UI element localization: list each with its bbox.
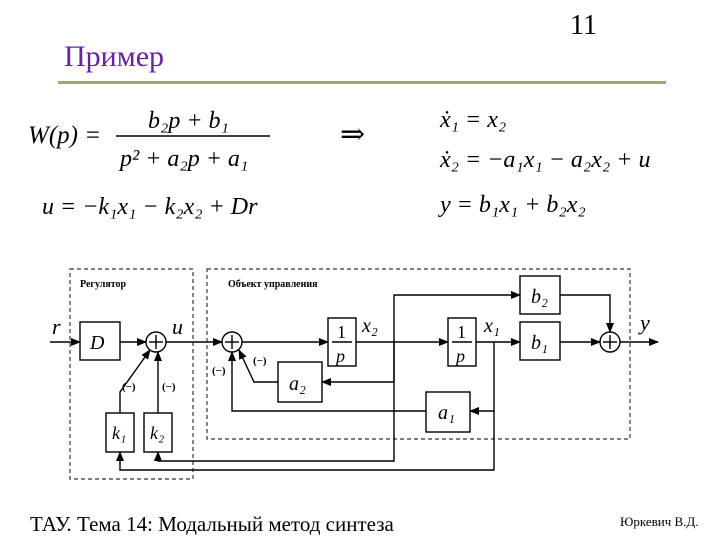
footer-course: ТАУ. Тема 14: Модальный метод синтеза [30,512,394,536]
plant-label: Объект управления [228,279,318,290]
block-k1-label: k₁ [112,423,127,443]
footer-author: Юркевич В.Д. [620,514,699,529]
block-b1-label: b₁ [531,332,548,354]
signal-x2: x₂ [362,315,378,337]
state-equation-2: ẋ₂ = −a₁x₁ − a₂x₂ + u [440,147,651,173]
signal-u: u [172,314,183,339]
integrator-2-denominator: p [456,346,465,366]
block-a2-label: a₂ [289,373,306,395]
slide-number: 11 [570,10,597,41]
signal-x1: x₁ [484,315,500,337]
block-a1-label: a₁ [438,402,455,424]
transfer-function-denominator: p² + a₂p + a₁ [120,146,249,172]
integrator-1-denominator: p [336,346,345,366]
signal-r: r [52,314,61,339]
sign-minus-a1: (−) [212,365,226,377]
transfer-function-numerator: b₂p + b₁ [148,108,229,134]
state-equation-1: ẋ₁ = x₂ [440,107,507,133]
block-D-label: D [90,332,105,354]
slide-title: Пример [64,40,165,73]
regulator-boundary [70,269,193,479]
block-b2-label: b₂ [531,286,548,308]
sign-minus-k2: (−) [162,381,176,393]
sign-minus-k1: (−) [122,381,136,393]
signal-y: y [640,310,650,335]
integrator-1-numerator: 1 [337,322,346,342]
control-law: u = −k₁x₁ − k₂x₂ + Dr [42,194,258,220]
output-equation: y = b₁x₁ + b₂x₂ [440,192,586,218]
implies-symbol: ⇒ [340,118,366,151]
regulator-label: Регулятор [80,279,127,290]
block-k2-label: k₂ [150,423,165,443]
sign-minus-a2: (−) [253,355,267,367]
transfer-function-lhs: W(p) = [28,122,102,149]
integrator-2-numerator: 1 [457,322,466,342]
